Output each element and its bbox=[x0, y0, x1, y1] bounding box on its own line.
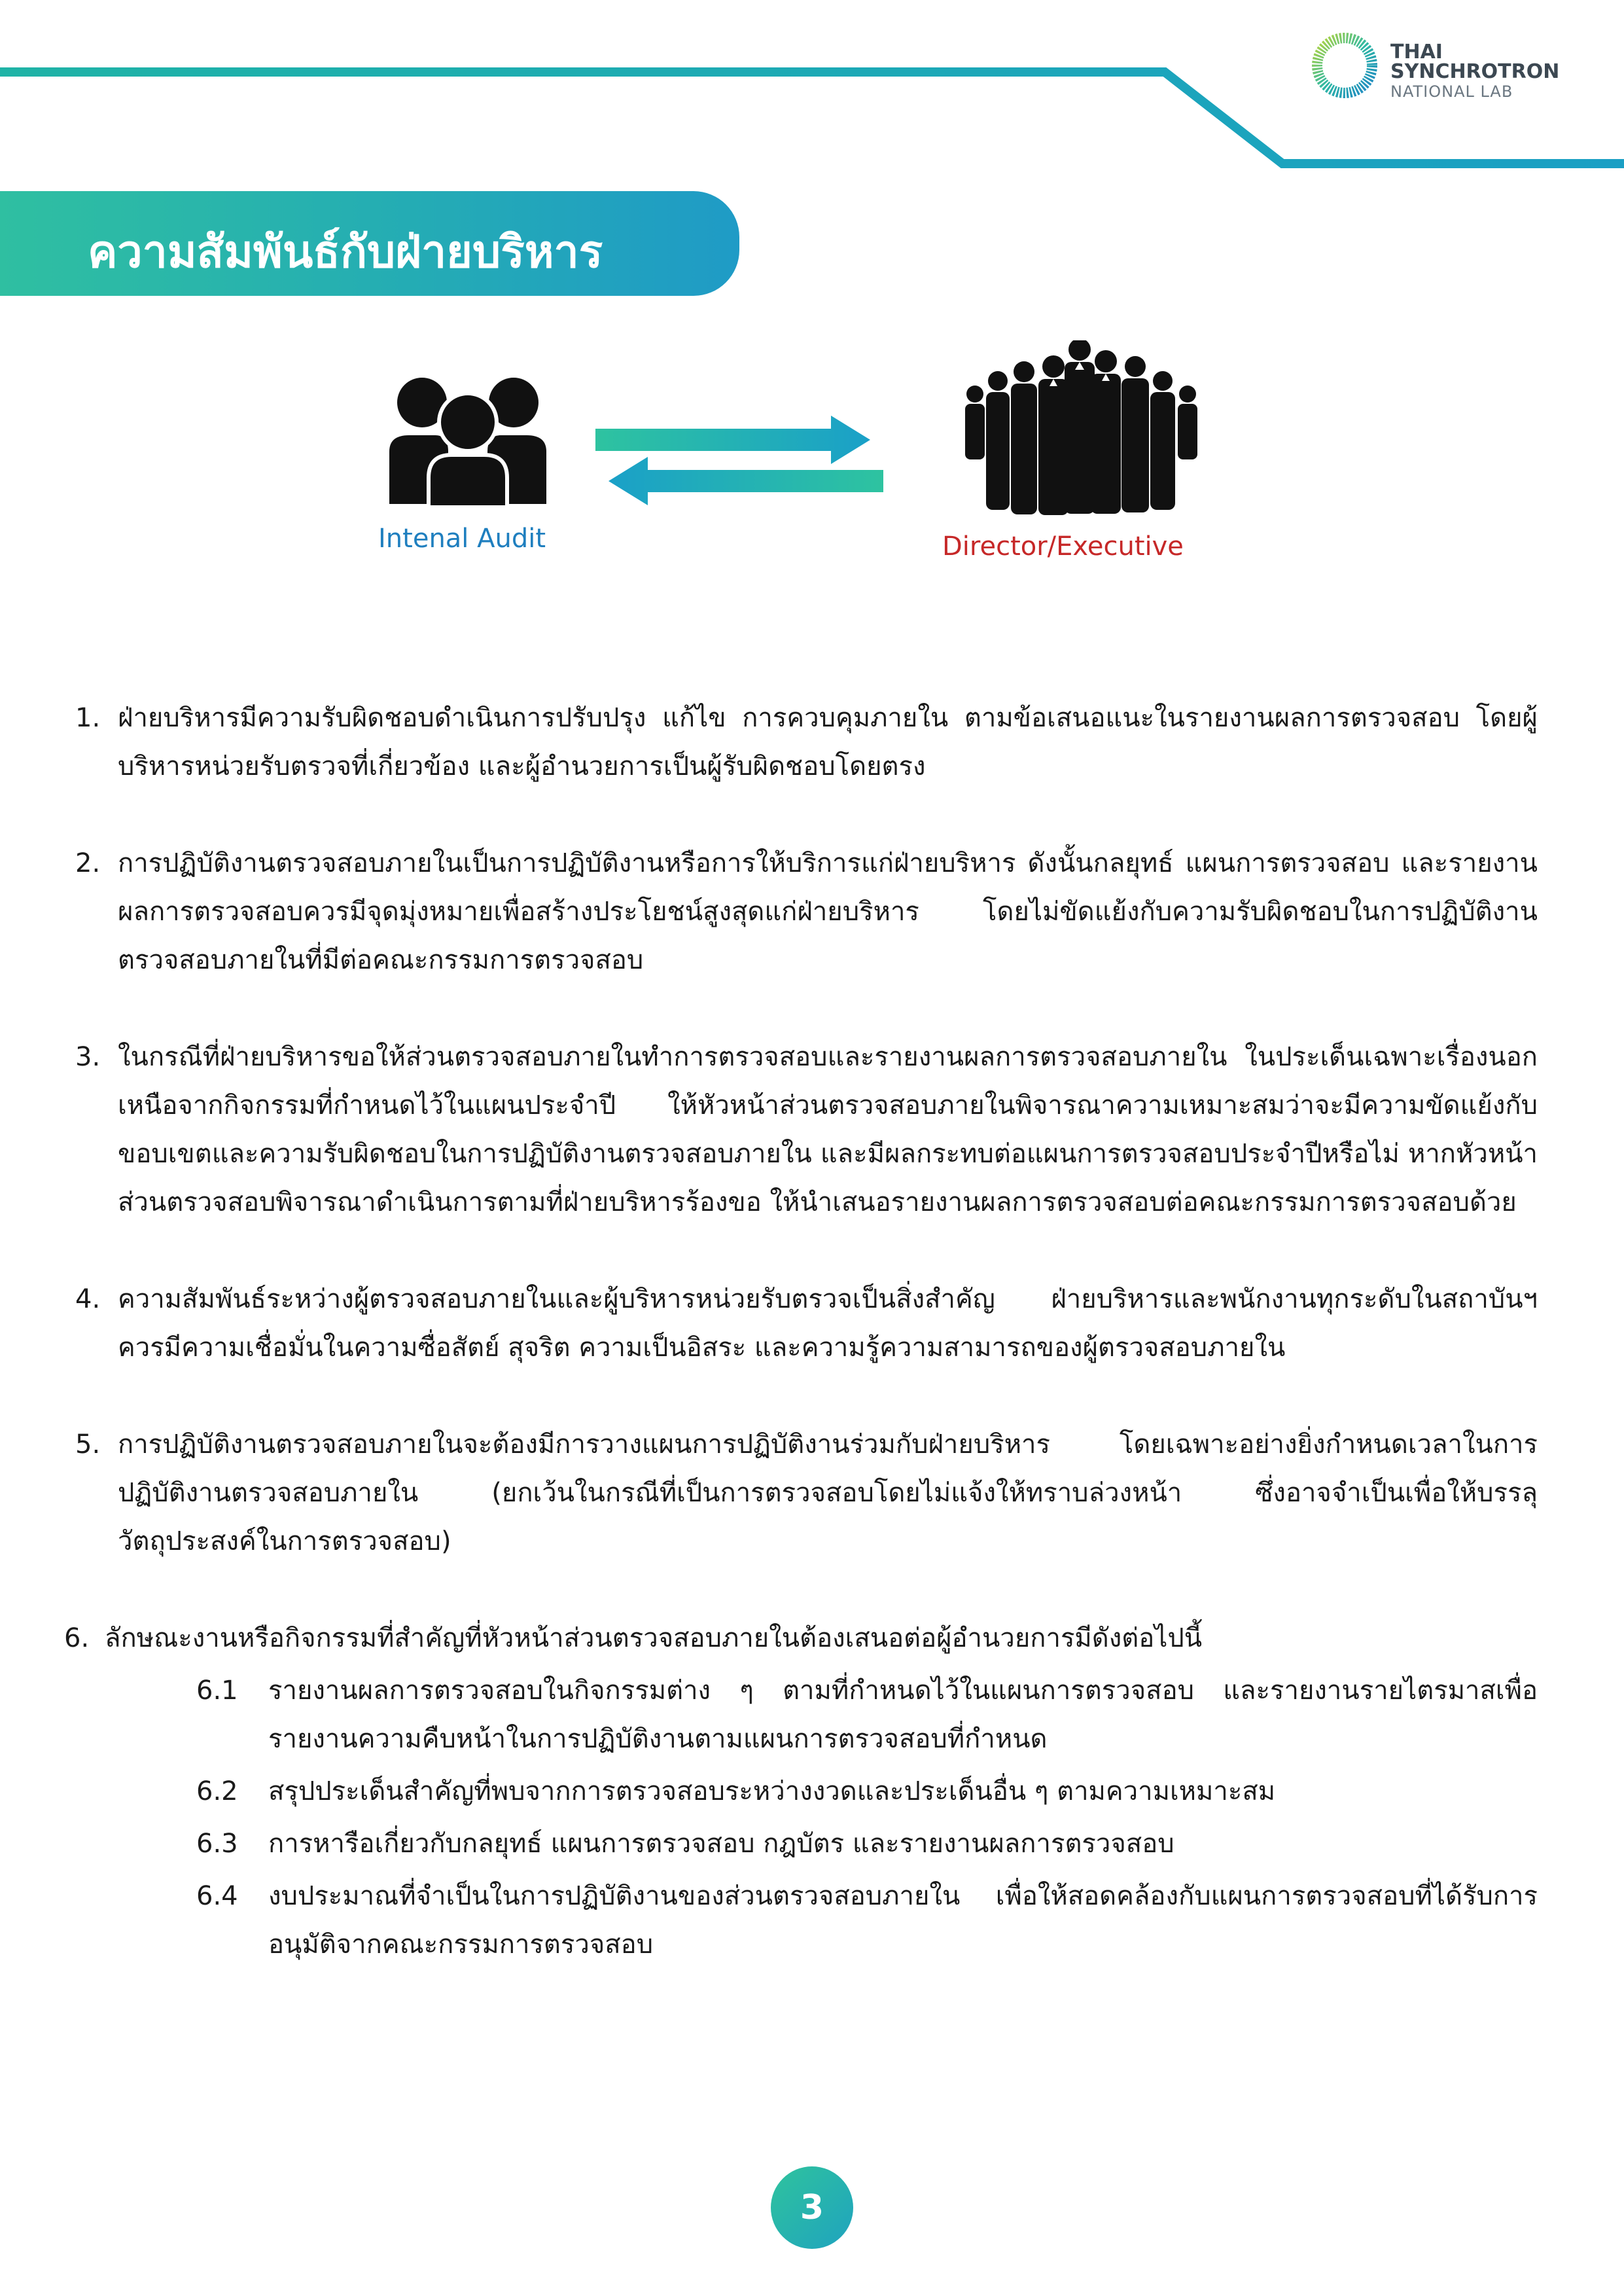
relationship-diagram bbox=[366, 327, 1269, 589]
logo-text-line3: NATIONAL LAB bbox=[1390, 82, 1513, 101]
list-item bbox=[72, 1033, 1538, 1227]
title-banner bbox=[0, 191, 739, 296]
thai-synchrotron-logo bbox=[1309, 26, 1583, 111]
list-item-text: ในกรณีที่ฝ่ายบริหารขอให้ส่วนตรวจสอบภายในทำการตรวจสอบและรายงานผลการตรวจสอบภายใน ในประเด็นเฉพาะเรื่องนอกเหนือจากกิจกรรมที่กำหนดไว้ในแผนประจำปี ให้หัวหน้าส่วนตรวจสอบภายในพิจารณาความเหมาะสมว่าจะมีความขัดแย้งกับขอบเขตและความรับผิดชอบในการปฏิบัติงานตรวจสอบภายใน และมีผลกระทบต่อแผนการตรวจสอบประจำปีหรือไม่ หากหัวหน้าส่วนตรวจสอบพิจารณาดำเนินการตามที่ฝ่ายบริหารร้องขอ ให้นำเสนอรายงานผลการตรวจสอบต่อคณะกรรมการตรวจสอบด้วย bbox=[118, 1042, 1538, 1217]
logo-text-line2: SYNCHROTRON bbox=[1390, 60, 1560, 83]
sub-item-number: 6.2 bbox=[196, 1776, 238, 1806]
list-item bbox=[72, 694, 1538, 791]
logo-text-line1: THAI bbox=[1390, 41, 1443, 63]
list-item-text: ฝ่ายบริหารมีความรับผิดชอบดำเนินการปรับปรุง แก้ไข การควบคุมภายใน ตามข้อเสนอแนะในรายงานผลการตรวจสอบ โดยผู้บริหารหน่วยรับตรวจที่เกี่ยวข้อง และผู้อำนวยการเป็นผู้รับผิดชอบโดยตรง bbox=[118, 703, 1538, 781]
list-item-number: 6. bbox=[64, 1623, 90, 1653]
list-item-text: การปฏิบัติงานตรวจสอบภายในจะต้องมีการวางแผนการปฏิบัติงานร่วมกับฝ่ายบริหาร โดยเฉพาะอย่างยิ่งกำหนดเวลาในการปฏิบัติงานตรวจสอบภายใน (ยกเว้นในกรณีที่เป็นการตรวจสอบโดยไม่แจ้งให้ทราบล่วงหน้า ซึ่งอาจจำเป็นเพื่อให้บรรลุวัตถุประสงค์ในการตรวจสอบ) bbox=[118, 1429, 1538, 1556]
sub-item-number: 6.1 bbox=[196, 1676, 238, 1706]
sub-item-text: การหารือเกี่ยวกับกลยุทธ์ แผนการตรวจสอบ กฎบัตร และรายงานผลการตรวจสอบ bbox=[268, 1829, 1174, 1859]
list-item-number: 5. bbox=[75, 1429, 101, 1460]
sub-item-text: สรุปประเด็นสำคัญที่พบจากการตรวจสอบระหว่างงวดและประเด็นอื่น ๆ ตามความเหมาะสม bbox=[268, 1776, 1276, 1806]
synchrotron-ring-icon bbox=[1309, 29, 1381, 101]
list-item-text: ลักษณะงานหรือกิจกรรมที่สำคัญที่หัวหน้าส่วนตรวจสอบภายในต้องเสนอต่อผู้อำนวยการมีดังต่อไปนี้ bbox=[105, 1623, 1203, 1653]
sub-item-number: 6.4 bbox=[196, 1881, 238, 1911]
list-item-number: 1. bbox=[75, 703, 101, 733]
list-item bbox=[72, 1275, 1538, 1372]
relationship-list bbox=[64, 694, 1538, 1969]
sub-list-item bbox=[196, 1767, 1538, 1816]
list-item-text: ความสัมพันธ์ระหว่างผู้ตรวจสอบภายในและผู้บริหารหน่วยรับตรวจเป็นสิ่งสำคัญ ฝ่ายบริหารและพนักงานทุกระดับในสถาบันฯ ควรมีความเชื่อมั่นในความซื่อสัตย์ สุจริต ความเป็นอิสระ และความรู้ความสามารถของผู้ตรวจสอบภายใน bbox=[118, 1284, 1538, 1363]
list-item-number: 3. bbox=[75, 1042, 101, 1072]
list-item-text: การปฏิบัติงานตรวจสอบภายในเป็นการปฏิบัติงานหรือการให้บริการแก่ฝ่ายบริหาร ดังนั้นกลยุทธ์ แผนการตรวจสอบ และรายงานผลการตรวจสอบควรมีจุดมุ่งหมายเพื่อสร้างประโยชน์สูงสุดแก่ฝ่ายบริหาร โดยไม่ขัดแย้งกับความรับผิดชอบในการปฏิบัติงานตรวจสอบภายในที่มีต่อคณะกรรมการตรวจสอบ bbox=[118, 848, 1538, 975]
sub-item-text: รายงานผลการตรวจสอบในกิจกรรมต่าง ๆ ตามที่กำหนดไว้ในแผนการตรวจสอบ และรายงานรายไตรมาสเพื่อรายงานความคืบหน้าในการปฏิบัติงานตามแผนการตรวจสอบที่กำหนด bbox=[268, 1676, 1538, 1754]
group-people-icon bbox=[386, 373, 550, 511]
list-item-number: 4. bbox=[75, 1284, 101, 1314]
director-executive-label: Director/Executive bbox=[942, 531, 1184, 562]
list-item bbox=[64, 1614, 1538, 1969]
sub-list-item bbox=[196, 1872, 1538, 1969]
bidirectional-arrows-icon bbox=[595, 412, 883, 511]
sub-item-text: งบประมาณที่จำเป็นในการปฏิบัติงานของส่วนตรวจสอบภายใน เพื่อให้สอดคล้องกับแผนการตรวจสอบที่ได้รับการอนุมัติจากคณะกรรมการตรวจสอบ bbox=[268, 1881, 1538, 1960]
executives-team-icon bbox=[959, 340, 1201, 517]
page-title: ความสัมพันธ์กับฝ่ายบริหาร bbox=[88, 226, 603, 278]
list-item bbox=[72, 1420, 1538, 1566]
list-item bbox=[72, 839, 1538, 984]
list-item-number: 2. bbox=[75, 848, 101, 878]
page-number: 3 bbox=[771, 2166, 853, 2249]
internal-audit-label: Intenal Audit bbox=[378, 524, 546, 554]
sub-item-number: 6.3 bbox=[196, 1829, 238, 1859]
sub-list-item bbox=[196, 1820, 1538, 1868]
sub-list-item bbox=[196, 1666, 1538, 1763]
